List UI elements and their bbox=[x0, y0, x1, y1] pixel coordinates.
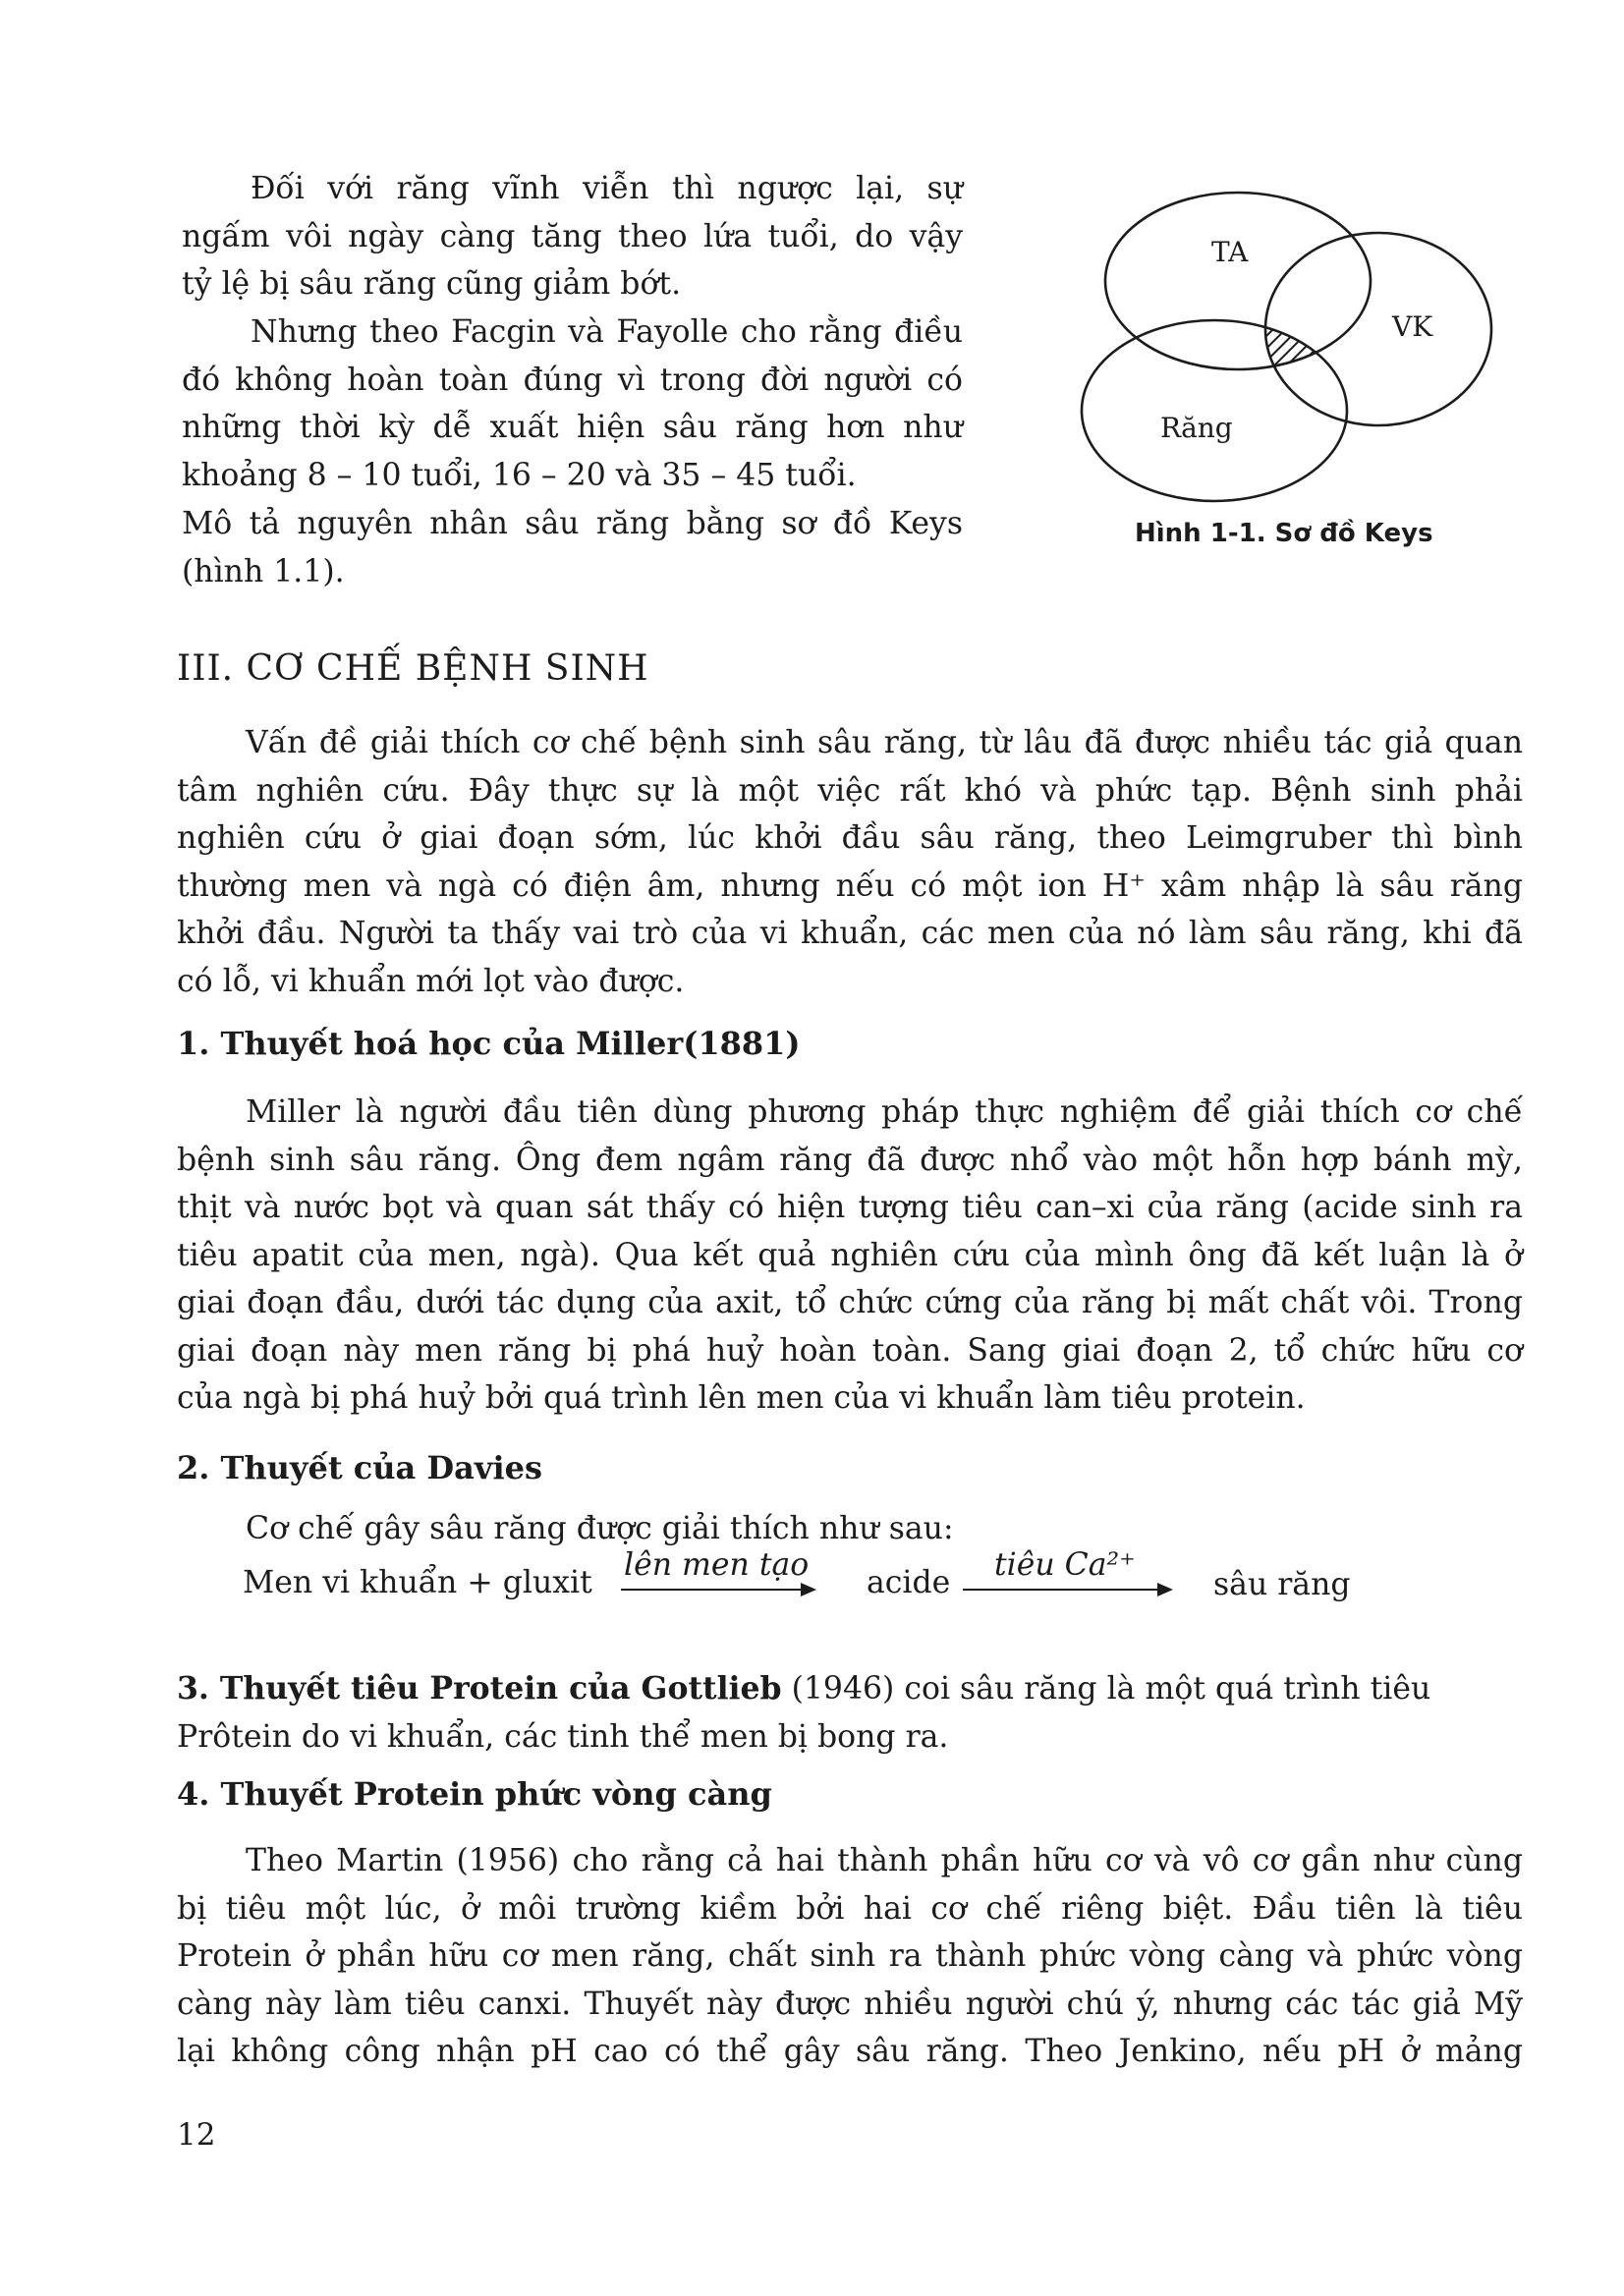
text-line: Theo Martin (1956) cho rằng cả hai thành phần hữu cơ và vô cơ gần như cùng bbox=[246, 1843, 1523, 1878]
text-line: có lỗ, vi khuẩn mới lọt vào được. bbox=[177, 963, 685, 999]
text-line: tâm nghiên cứu. Đây thực sự là một việc rất khó và phức tạp. Bệnh sinh phải bbox=[177, 772, 1523, 809]
arrow-2-head bbox=[1157, 1583, 1173, 1596]
circle-rang bbox=[1082, 320, 1347, 501]
arrow-2-line bbox=[963, 1589, 1159, 1591]
theory-2-text: Cơ chế gây sâu răng được giải thích như sau: bbox=[246, 1511, 954, 1546]
theory-2-heading: 2. Thuyết của Davies bbox=[177, 1449, 542, 1486]
text-line: (hình 1.1). bbox=[182, 553, 345, 589]
formula-term-2: acide bbox=[867, 1565, 951, 1600]
label-rang: Răng bbox=[1160, 412, 1233, 444]
text-line: Protein ở phần hữu cơ men răng, chất sinh ra thành phức vòng càng và phức vòng bbox=[177, 1938, 1523, 1974]
arrow-1-head bbox=[801, 1583, 816, 1596]
text-line: Nhưng theo Facgin và Fayolle cho rằng điều bbox=[251, 314, 963, 350]
formula-term-3: sâu răng bbox=[1213, 1567, 1351, 1602]
text-line: tỷ lệ bị sâu răng cũng giảm bớt. bbox=[182, 266, 682, 302]
section-title: III. CƠ CHẾ BỆNH SINH bbox=[177, 648, 649, 689]
theory-4-paragraph bbox=[177, 1837, 1523, 2076]
figure-caption: Hình 1-1. Sơ đồ Keys bbox=[1135, 519, 1433, 548]
text-line: bệnh sinh sâu răng. Ông đem ngâm răng đã được nhổ vào một hỗn hợp bánh mỳ, bbox=[177, 1142, 1523, 1178]
intro-paragraph-2 bbox=[182, 308, 963, 499]
intro-paragraph-3 bbox=[182, 500, 963, 595]
arrow-1-label: lên men tạo bbox=[624, 1547, 810, 1583]
text-line: bị tiêu một lúc, ở môi trường kiềm bởi hai cơ chế riêng biệt. Đầu tiên là tiêu bbox=[177, 1890, 1523, 1927]
circle-vk bbox=[1265, 233, 1491, 425]
label-ta: TA bbox=[1211, 236, 1249, 268]
theory-3-paragraph bbox=[177, 1665, 1523, 1761]
text-line: những thời kỳ dễ xuất hiện sâu răng hơn như bbox=[182, 410, 963, 445]
page-number: 12 bbox=[177, 2117, 216, 2153]
text-line: giai đoạn đầu, dưới tác dụng của axit, tổ chức cứng của răng bị mất chất vôi. Trong bbox=[177, 1285, 1523, 1320]
arrow-1-line bbox=[621, 1589, 803, 1591]
theory-1-heading: 1. Thuyết hoá học của Miller(1881) bbox=[177, 1025, 801, 1062]
theory-1-paragraph bbox=[177, 1089, 1523, 1423]
text-line: càng này làm tiêu canxi. Thuyết này được nhiều người chú ý, nhưng các tác giả Mỹ bbox=[177, 1986, 1523, 2022]
text-line: khởi đầu. Người ta thấy vai trò của vi khuẩn, các men của nó làm sâu răng, khi đã bbox=[177, 916, 1523, 951]
text-line: Đối với răng vĩnh viễn thì ngược lại, sự bbox=[251, 171, 963, 206]
text-line: của ngà bị phá huỷ bởi quá trình lên men của vi khuẩn làm tiêu protein. bbox=[177, 1380, 1306, 1416]
keys-venn-diagram bbox=[1036, 177, 1547, 521]
text-line: Miller là người đầu tiên dùng phương pháp thực nghiệm để giải thích cơ chế bbox=[246, 1094, 1523, 1130]
text-line: lại không công nhận pH cao có thể gây sâu răng. Theo Jenkino, nếu pH ở mảng bbox=[177, 2034, 1523, 2069]
text-line: ngấm vôi ngày càng tăng theo lứa tuổi, do vậy bbox=[182, 218, 963, 254]
arrow-2-label: tiêu Ca²⁺ bbox=[994, 1547, 1136, 1583]
section-intro-paragraph bbox=[177, 719, 1523, 1005]
text-line: khoảng 8 – 10 tuổi, 16 – 20 và 35 – 45 tuổi. bbox=[182, 457, 857, 493]
theory-3-line-1-rest: (1946) coi sâu răng là một quá trình tiêu bbox=[781, 1671, 1431, 1707]
text-line: Prôtein do vi khuẩn, các tinh thể men bị bong ra. bbox=[177, 1718, 949, 1755]
text-line: thường men và ngà có điện âm, nhưng nếu có một ion H⁺ xâm nhập là sâu răng bbox=[177, 868, 1523, 904]
theory-3-heading: 3. Thuyết tiêu Protein của Gottlieb bbox=[177, 1670, 782, 1707]
text-line: giai đoạn này men răng bị phá huỷ hoàn toàn. Sang giai đoạn 2, tổ chức hữu cơ bbox=[177, 1332, 1523, 1369]
label-vk: VK bbox=[1392, 310, 1433, 343]
text-line: Mô tả nguyên nhân sâu răng bằng sơ đồ Keys bbox=[182, 506, 963, 541]
text-line bbox=[177, 1665, 1523, 1713]
text-line: đó không hoàn toàn đúng vì trong đời người có bbox=[182, 362, 963, 398]
formula-term-1: Men vi khuẩn + gluxit bbox=[243, 1565, 592, 1600]
text-line: thịt và nước bọt và quan sát thấy có hiện tượng tiêu can–xi của răng (acide sinh ra bbox=[177, 1190, 1523, 1225]
theory-4-heading: 4. Thuyết Protein phức vòng càng bbox=[177, 1775, 772, 1813]
intro-paragraph-1 bbox=[182, 165, 963, 308]
text-line: nghiên cứu ở giai đoạn sớm, lúc khởi đầu sâu răng, theo Leimgruber thì bình bbox=[177, 820, 1523, 856]
davies-formula bbox=[243, 1547, 1372, 1616]
text-line: tiêu apatit của men, ngà). Qua kết quả nghiên cứu của mình ông đã kết luận là ở bbox=[177, 1237, 1523, 1273]
text-line: Vấn đề giải thích cơ chế bệnh sinh sâu răng, từ lâu đã được nhiều tác giả quan bbox=[246, 725, 1523, 760]
circle-ta bbox=[1105, 193, 1371, 369]
